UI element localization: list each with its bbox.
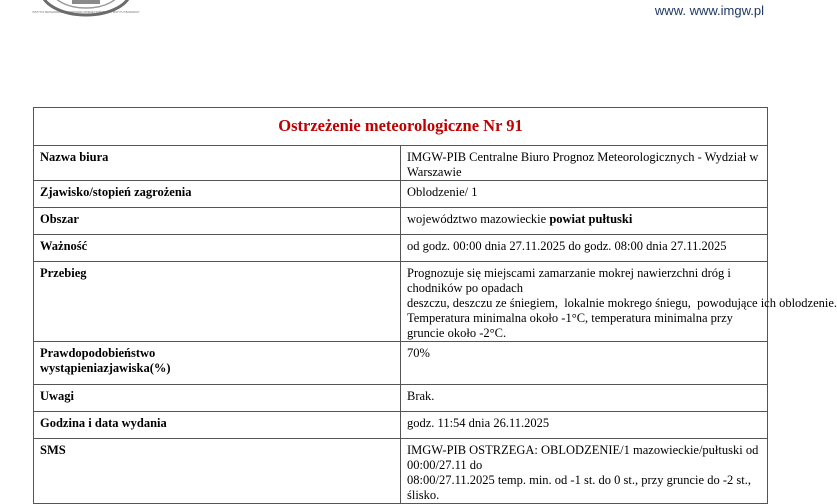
validity-value: od godz. 00:00 dnia 27.11.2025 do godz. 08:00 dnia 27.11.2025: [401, 235, 768, 262]
area-label: Obszar: [34, 208, 401, 235]
table-row: [34, 181, 768, 208]
probability-label-line: wystąpieniazjawiska(%): [40, 361, 171, 375]
phenomenon-value: Oblodzenie/ 1: [401, 181, 768, 208]
course-line: Temperatura minimalna około -1°C, temperatura minimalna przy gruncie około -2°C.: [407, 311, 733, 340]
issued-value: godz. 11:54 dnia 26.11.2025: [401, 412, 768, 439]
website-link[interactable]: www. www.imgw.pl: [654, 3, 764, 18]
area-region: województwo mazowieckie: [407, 212, 550, 226]
table-row: [34, 385, 768, 412]
sms-label: SMS: [34, 439, 401, 504]
table-row: [34, 439, 768, 504]
course-line: Prognozuje się miejscami zamarzanie mokrej nawierzchni dróg i chodników po opadach: [407, 266, 731, 295]
office-label: Nazwa biura: [34, 146, 401, 181]
area-value: [401, 208, 768, 235]
table-row: [34, 342, 768, 385]
imgw-logo: [32, 0, 140, 16]
phenomenon-label: Zjawisko/stopień zagrożenia: [34, 181, 401, 208]
warning-table: [33, 107, 837, 504]
table-row: [34, 235, 768, 262]
probability-label-line: Prawdopodobieństwo: [40, 346, 156, 360]
sms-line: 08:00/27.11.2025 temp. min. od -1 st. do 0 st., przy gruncie do -2 st., ślisko.: [407, 473, 751, 502]
course-value: [401, 262, 837, 342]
probability-label: [34, 342, 401, 385]
course-label: Przebieg: [34, 262, 401, 342]
course-line: deszczu, deszczu ze śniegiem, lokalnie mokrego śniegu, powodujące ich oblodzenie.: [407, 296, 837, 310]
probability-value: 70%: [401, 342, 768, 385]
remarks-value: Brak.: [401, 385, 768, 412]
table-row: [34, 208, 768, 235]
remarks-label: Uwagi: [34, 385, 401, 412]
table-row: [34, 262, 768, 342]
table-row: [34, 146, 768, 181]
sms-value: [401, 439, 768, 504]
area-county: powiat pułtuski: [549, 212, 633, 226]
office-value: IMGW-PIB Centralne Biuro Prognoz Meteorologicznych - Wydział w Warszawie: [401, 146, 768, 181]
issued-label: Godzina i data wydania: [34, 412, 401, 439]
validity-label: Ważność: [34, 235, 401, 262]
sms-line: IMGW-PIB OSTRZEGA: OBLODZENIE/1 mazowieckie/pułtuski od 00:00/27.11 do: [407, 443, 759, 472]
logo-caption: INSTYTUT METEOROLOGII I GOSPODARKI WODNEJ PAŃSTWOWY INSTYTUT BADAWCZY: [32, 11, 140, 14]
warning-title: Ostrzeżenie meteorologiczne Nr 91: [34, 108, 768, 146]
table-row: [34, 412, 768, 439]
